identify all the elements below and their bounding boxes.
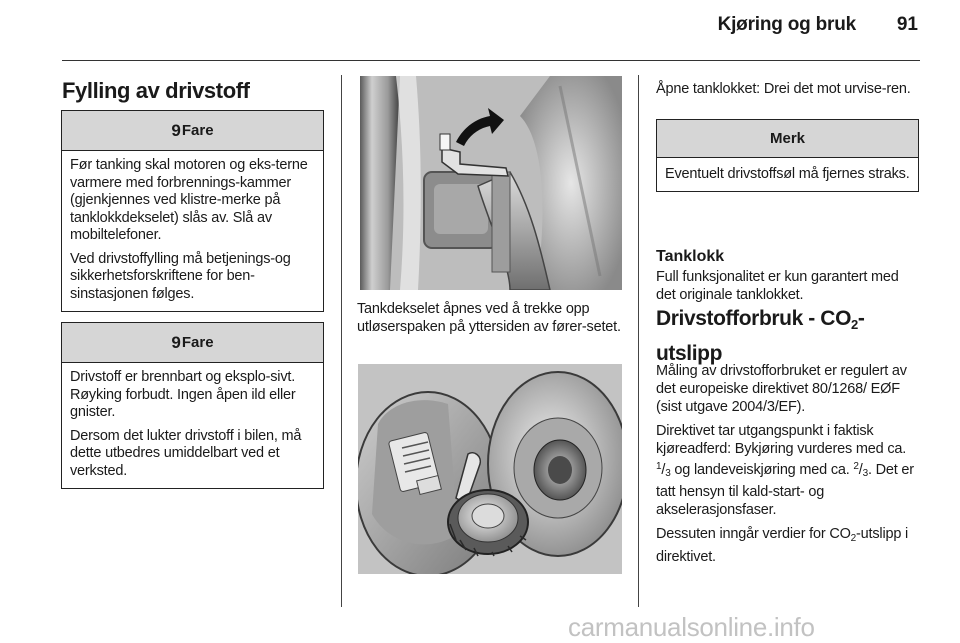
column-divider-right: [638, 75, 639, 607]
warning-box-2-paragraph-1: Drivstoff er brennbart og eksplo-sivt. Røyking forbudt. Ingen åpen ild eller gnister.: [70, 369, 296, 420]
fraction-2-denominator: 3: [862, 468, 868, 479]
warning-triangle-icon: 9: [171, 120, 181, 140]
fraction-2-numerator: 2: [853, 461, 859, 472]
site-watermark: carmanualsonline.info: [568, 612, 815, 642]
fraction-one-third: $^1/_3$: [656, 461, 671, 479]
warning-box-1-paragraph-2: Ved drivstoffylling må betjenings-og sikkerhetsforskriftene for ben-sinstasjonen følges.: [70, 250, 291, 302]
column-divider-left: [341, 75, 342, 607]
warning-box-2-paragraph-2: Dersom det lukter drivstoff i bilen, må dette utbedres umiddelbart ved et verksted.: [70, 427, 302, 479]
heading-fuel-consumption-part2: -utslipp: [656, 307, 865, 365]
consumption-body: [656, 362, 922, 572]
fraction-1-numerator: 1: [656, 461, 662, 472]
warning-box-2-label: Fare: [181, 334, 214, 351]
consumption-paragraph-1: Måling av drivstofforbruket er regulert av det europeiske direktivet 80/1268/ EØF (sist utgave 2004/3/EF).: [656, 363, 907, 415]
warning-box-1-header: [62, 111, 323, 151]
consumption-paragraph-2-b: og landeveiskjøring med ca.: [670, 462, 854, 478]
note-box: [656, 119, 919, 192]
heading-fuel-consumption-part1: Drivstofforbruk - CO: [656, 307, 852, 330]
header-rule: [62, 60, 920, 61]
warning-box-1-paragraph-1: Før tanking skal motoren og eks-terne varmere med forbrennings-kammer (gjenkjennes ved klistre-merke på tanklokkdekselet) slås av. Slå av mobiltelefoner.: [70, 157, 308, 243]
section-title: Fylling av drivstoff: [62, 78, 250, 103]
consumption-paragraph-3-a: Dessuten inngår verdier for CO: [656, 526, 851, 542]
fraction-two-thirds: $^2/_3$: [853, 461, 868, 479]
open-cap-instruction: Åpne tanklokket: Drei det mot urvise-ren.: [656, 81, 911, 97]
warning-box-2: [61, 322, 324, 489]
fuel-cap-illustration: [358, 364, 622, 574]
warning-box-1-label: Fare: [181, 122, 214, 139]
warning-triangle-icon: 9: [171, 332, 181, 352]
warning-box-1: [61, 110, 324, 312]
figure-caption: Tankdekselet åpnes ved å trekke opp utløserspaken på yttersiden av fører-setet.: [357, 301, 621, 335]
consumption-paragraph-2-a: Direktivet tar utgangspunkt i faktisk kjøreadferd: Bykjøring vurderes med ca.: [656, 423, 907, 457]
warning-box-2-header: [62, 323, 323, 363]
subheading-tanklokk: Tanklokk: [656, 248, 725, 265]
co2-subscript: 2: [850, 533, 857, 544]
note-box-text: Eventuelt drivstoffsøl må fjernes straks.: [665, 166, 910, 182]
page-number: 91: [896, 14, 918, 35]
fuel-door-release-lever-illustration: [360, 76, 622, 290]
running-header-title: Kjøring og bruk: [717, 14, 856, 35]
heading-fuel-consumption: [656, 304, 920, 368]
tanklokk-paragraph: Full funksjonalitet er kun garantert med det originale tanklokket.: [656, 269, 899, 303]
fraction-1-denominator: 3: [665, 468, 671, 479]
consumption-paragraph-3-b: -utslipp i direktivet.: [656, 526, 909, 565]
note-box-label: Merk: [657, 120, 918, 158]
consumption-paragraph-2: [656, 422, 922, 519]
heading-co2-subscript: 2: [851, 317, 858, 332]
consumption-paragraph-2-c: . Det er tatt hensyn til kald-start- og akselerasjonsfaser.: [656, 462, 914, 518]
consumption-paragraph-3: [656, 525, 922, 566]
